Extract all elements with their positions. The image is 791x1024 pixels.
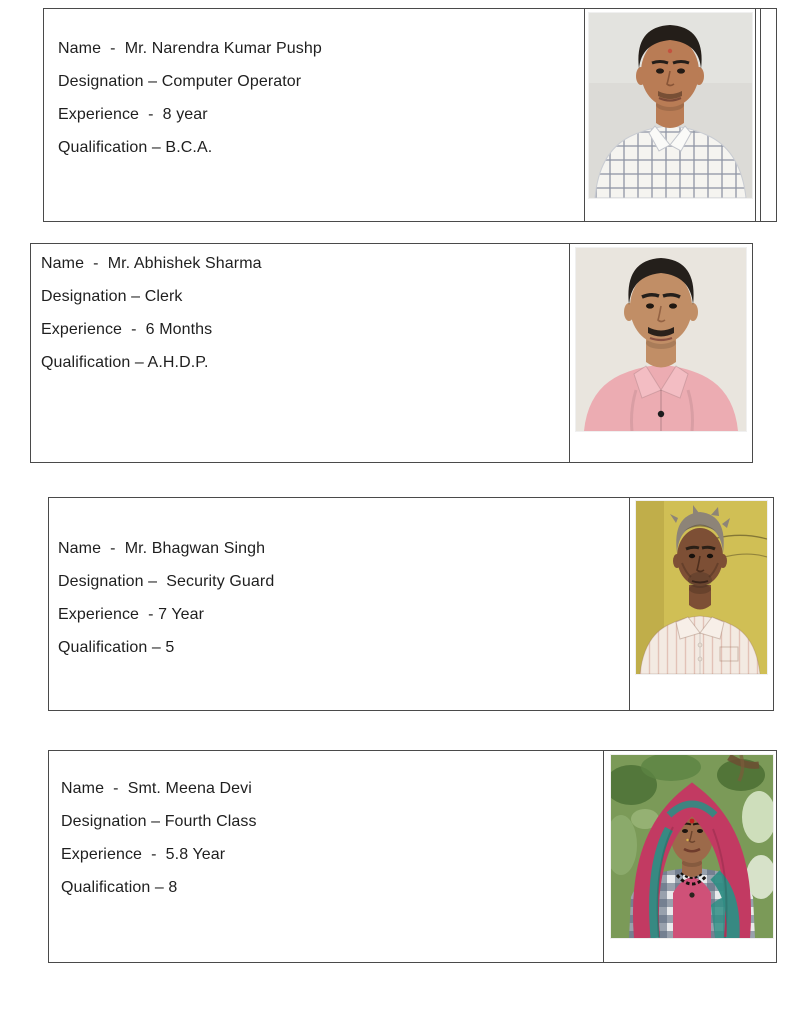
field-designation: Designation – Clerk — [41, 288, 183, 305]
field-qualification: Qualification – A.H.D.P. — [41, 354, 209, 371]
portrait-illustration — [576, 248, 746, 431]
portrait-illustration — [589, 13, 752, 198]
photo-cell — [584, 9, 756, 221]
field-name: Name - Mr. Bhagwan Singh — [58, 540, 266, 557]
photo-cell — [569, 244, 752, 462]
field-designation: Designation – Computer Operator — [58, 73, 302, 90]
photo-cell — [603, 751, 776, 962]
staff-details — [44, 9, 584, 221]
portrait-illustration — [636, 501, 767, 674]
cell-spacer — [760, 9, 776, 221]
photo-cell — [629, 498, 773, 710]
staff-details — [49, 751, 603, 962]
staff-details — [49, 498, 629, 710]
field-name: Name - Mr. Narendra Kumar Pushp — [58, 40, 322, 57]
field-designation: Designation – Fourth Class — [61, 813, 257, 830]
field-name: Name - Smt. Meena Devi — [61, 780, 252, 797]
staff-card-abhishek — [30, 243, 753, 463]
field-experience: Experience - 8 year — [58, 106, 208, 123]
field-qualification: Qualification – 5 — [58, 639, 175, 656]
field-experience: Experience - 5.8 Year — [61, 846, 226, 863]
field-designation: Designation – Security Guard — [58, 573, 275, 590]
staff-photo — [636, 501, 767, 674]
staff-photo — [576, 248, 746, 431]
field-experience: Experience - 7 Year — [58, 606, 205, 623]
field-qualification: Qualification – 8 — [61, 879, 178, 896]
staff-photo — [611, 755, 773, 938]
staff-card-meena — [48, 750, 777, 963]
portrait-illustration — [611, 755, 773, 938]
staff-card-narendra — [43, 8, 777, 222]
field-qualification: Qualification – B.C.A. — [58, 139, 213, 156]
staff-photo — [589, 13, 752, 198]
staff-details — [31, 244, 569, 462]
field-name: Name - Mr. Abhishek Sharma — [41, 255, 262, 272]
staff-card-bhagwan — [48, 497, 774, 711]
field-experience: Experience - 6 Months — [41, 321, 213, 338]
